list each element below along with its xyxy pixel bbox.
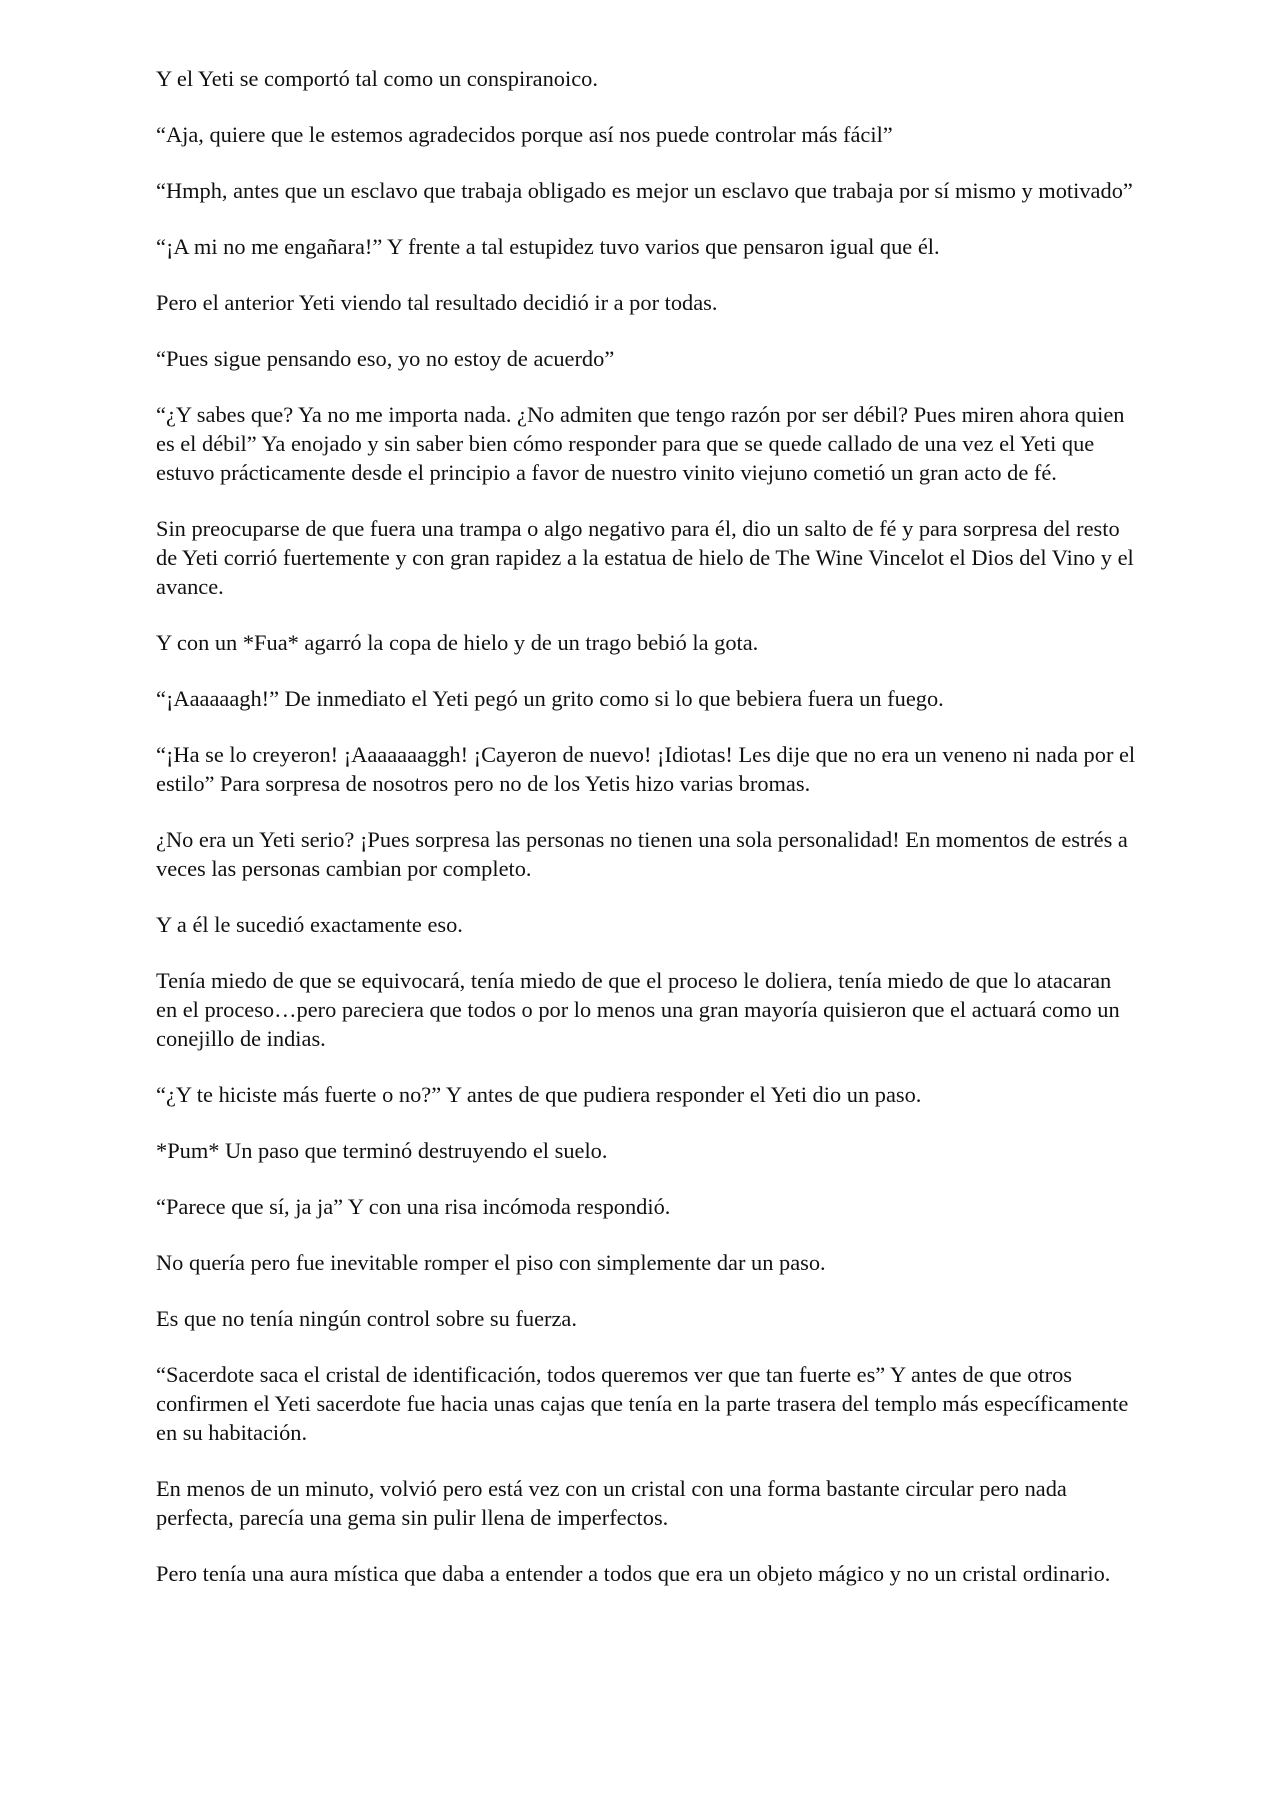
paragraph: ¿No era un Yeti serio? ¡Pues sorpresa las personas no tienen una sola personalidad! En momentos de estrés a veces las personas cambian por completo. xyxy=(156,827,1128,881)
document-body xyxy=(156,64,1136,1615)
paragraph: “Pues sigue pensando eso, yo no estoy de acuerdo” xyxy=(156,346,615,371)
paragraph: Tenía miedo de que se equivocará, tenía miedo de que el proceso le doliera, tenía miedo de que lo atacaran en el proceso…pero pareciera que todos o por lo menos una gran mayoría quisieron que el actuará como un conejillo de indias. xyxy=(156,968,1120,1051)
paragraph: “Sacerdote saca el cristal de identificación, todos queremos ver que tan fuerte es” Y antes de que otros confirmen el Yeti sacerdote fue hacia unas cajas que tenía en la parte trasera del templo más específicamente en su habitación. xyxy=(156,1362,1129,1445)
paragraph: “¿Y sabes que? Ya no me importa nada. ¿No admiten que tengo razón por ser débil? Pues miren ahora quien es el débil” Ya enojado y sin saber bien cómo responder para que se quede callado de una vez el Yeti que estuvo prácticamente desde el principio a favor de nuestro vinito viejuno cometió un gran acto de fé. xyxy=(156,402,1125,485)
paragraph: Y a él le sucedió exactamente eso. xyxy=(156,912,463,937)
paragraph: “Parece que sí, ja ja” Y con una risa incómoda respondió. xyxy=(156,1194,671,1219)
paragraph: Y con un *Fua* agarró la copa de hielo y de un trago bebió la gota. xyxy=(156,630,759,655)
paragraph: *Pum* Un paso que terminó destruyendo el suelo. xyxy=(156,1138,608,1163)
paragraph: “Aja, quiere que le estemos agradecidos porque así nos puede controlar más fácil” xyxy=(156,122,893,147)
paragraph: “¡Aaaaaagh!” De inmediato el Yeti pegó un grito como si lo que bebiera fuera un fuego. xyxy=(156,686,944,711)
paragraph: “Hmph, antes que un esclavo que trabaja obligado es mejor un esclavo que trabaja por sí mismo y motivado” xyxy=(156,178,1133,203)
paragraph: Y el Yeti se comportó tal como un conspiranoico. xyxy=(156,66,598,91)
paragraph: Pero tenía una aura mística que daba a entender a todos que era un objeto mágico y no un cristal ordinario. xyxy=(156,1561,1111,1586)
paragraph: Sin preocuparse de que fuera una trampa o algo negativo para él, dio un salto de fé y para sorpresa del resto de Yeti corrió fuertemente y con gran rapidez a la estatua de hielo de The Wine Vincelot el Dios del Vino y el avance. xyxy=(156,516,1134,599)
paragraph: “¿Y te hiciste más fuerte o no?” Y antes de que pudiera responder el Yeti dio un paso. xyxy=(156,1082,922,1107)
paragraph: “¡Ha se lo creyeron! ¡Aaaaaaaggh! ¡Cayeron de nuevo! ¡Idiotas! Les dije que no era un veneno ni nada por el estilo” Para sorpresa de nosotros pero no de los Yetis hizo varias bromas. xyxy=(156,742,1136,796)
paragraph: “¡A mi no me engañara!” Y frente a tal estupidez tuvo varios que pensaron igual que él. xyxy=(156,234,940,259)
paragraph: No quería pero fue inevitable romper el piso con simplemente dar un paso. xyxy=(156,1250,826,1275)
paragraph: Pero el anterior Yeti viendo tal resultado decidió ir a por todas. xyxy=(156,290,718,315)
paragraph: Es que no tenía ningún control sobre su fuerza. xyxy=(156,1306,577,1331)
paragraph: En menos de un minuto, volvió pero está vez con un cristal con una forma bastante circular pero nada perfecta, parecía una gema sin pulir llena de imperfectos. xyxy=(156,1476,1067,1530)
